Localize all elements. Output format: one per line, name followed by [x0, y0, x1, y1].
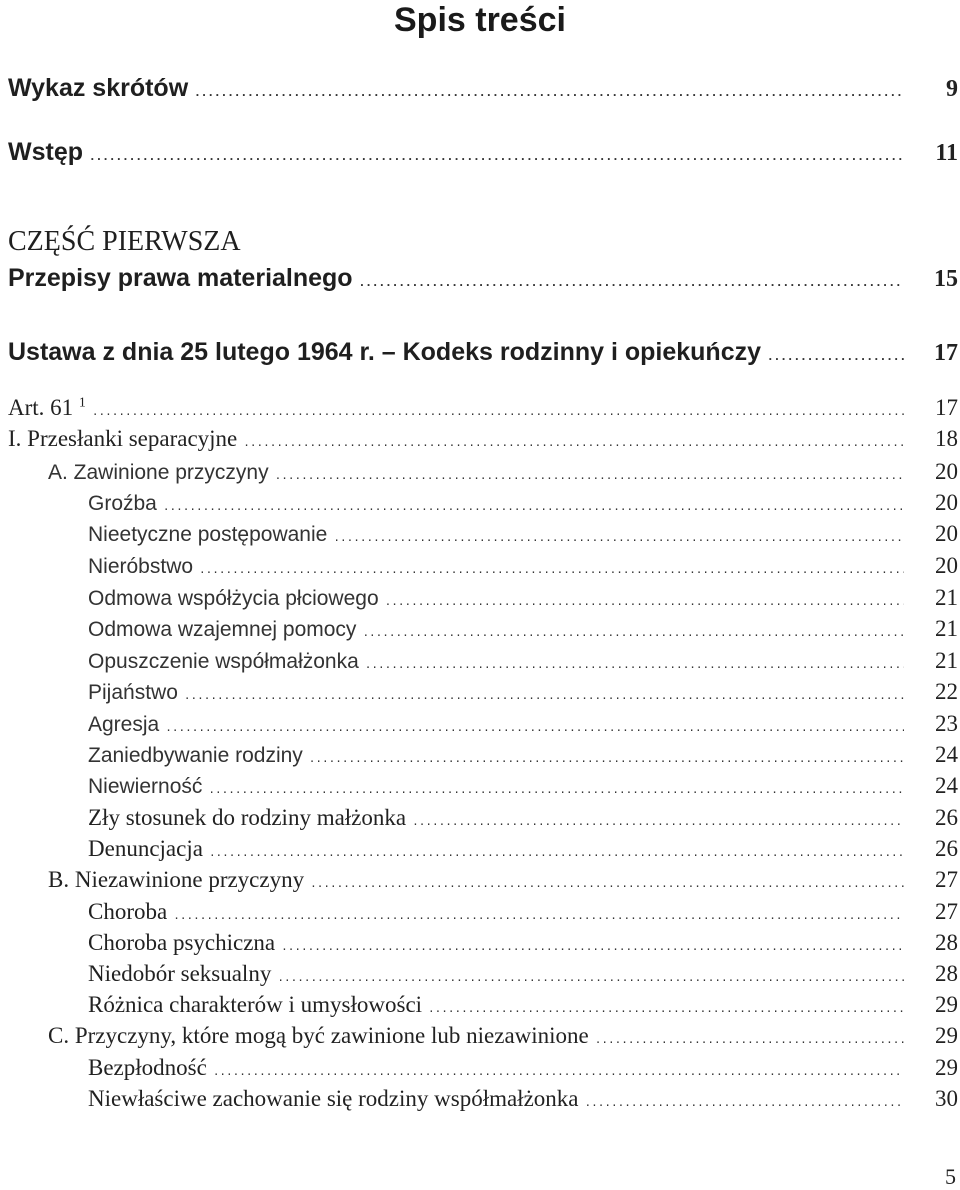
- dot-leader: [767, 350, 904, 363]
- toc-entry-page: 18: [935, 426, 958, 451]
- article-superscript: 1: [78, 394, 86, 410]
- toc-entry: [88, 992, 958, 1018]
- toc-entry-page: 20: [935, 521, 958, 546]
- toc-entry-label: Groźba: [88, 492, 157, 515]
- toc-entry-page: 29: [935, 992, 958, 1017]
- toc-entry-act: [8, 338, 958, 367]
- toc-entry-label: Różnica charakterów i umysłowości: [88, 992, 423, 1017]
- toc-entry-label: Zaniedbywanie rodziny: [88, 744, 303, 767]
- toc-entry: [88, 836, 958, 862]
- toc-entry-label: Niewierność: [88, 775, 203, 798]
- dot-leader: [89, 150, 904, 163]
- toc-entry: [88, 1055, 958, 1081]
- toc-entry-page: 20: [935, 459, 958, 484]
- toc-entry-page: 20: [935, 553, 958, 578]
- toc-entry-label: B. Niezawinione przyczyny: [48, 867, 305, 892]
- toc-entry-label: I. Przesłanki separacyjne: [8, 426, 238, 451]
- toc-entry: [88, 521, 958, 547]
- dot-leader: [359, 276, 904, 289]
- toc-entry-page: 20: [935, 490, 958, 515]
- toc-entry-page: 9: [946, 76, 958, 102]
- toc-entry-page: 27: [935, 867, 958, 892]
- dot-leader: [165, 721, 904, 734]
- toc-entry-page: 15: [934, 266, 958, 292]
- toc-entry-label: Ustawa z dnia 25 lutego 1964 r. – Kodeks rodzinny i opiekuńczy: [8, 338, 762, 366]
- toc-entry-label: Niedobór seksualny: [88, 961, 272, 986]
- toc-entry: [48, 1023, 958, 1049]
- toc-entry-label: Nieróbstwo: [88, 555, 194, 578]
- toc-entry-label: Nieetyczne postępowanie: [88, 523, 328, 546]
- toc-entry: [88, 553, 958, 579]
- toc-entry-page: 24: [935, 773, 958, 798]
- toc-entry-label: Agresja: [88, 713, 160, 736]
- article-number: Art. 61: [8, 395, 74, 420]
- toc-entry-label: Niewłaściwe zachowanie się rodziny współmałżonka: [88, 1086, 579, 1111]
- dot-leader: [208, 783, 904, 796]
- dot-leader: [362, 626, 904, 639]
- dot-leader: [275, 469, 904, 482]
- toc-entry-label: Bezpłodność: [88, 1055, 207, 1080]
- page-title: Spis treści: [394, 1, 566, 39]
- toc-entry-page: 30: [935, 1086, 958, 1111]
- toc-entry-page: 29: [935, 1023, 958, 1048]
- toc-entry-label: Przepisy prawa materialnego: [8, 264, 353, 292]
- dot-leader: [213, 1065, 904, 1078]
- toc-entry-page: 21: [935, 585, 958, 610]
- toc-entry: [88, 773, 958, 799]
- toc-entry-page: 28: [935, 961, 958, 986]
- toc-entry-part-subtitle: [8, 264, 958, 293]
- toc-entry-label: A. Zawinione przyczyny: [48, 461, 269, 484]
- toc-entry-article: [8, 395, 958, 421]
- toc-entry: [88, 585, 958, 611]
- dot-leader: [585, 1096, 905, 1109]
- toc-entry-page: 17: [934, 340, 958, 366]
- dot-leader: [173, 909, 904, 922]
- dot-leader: [595, 1033, 904, 1046]
- toc-entry: [88, 490, 958, 516]
- dot-leader: [385, 595, 904, 608]
- toc-entry: [88, 1086, 958, 1112]
- toc-entry-page: 26: [935, 805, 958, 830]
- dot-leader: [281, 940, 904, 953]
- toc-entry-label: Wykaz skrótów: [8, 74, 189, 102]
- dot-leader: [277, 971, 904, 984]
- toc-entry-label: Choroba psychiczna: [88, 930, 276, 955]
- dot-leader: [243, 436, 904, 449]
- toc-entry-label: Opuszczenie współmałżonka: [88, 650, 359, 673]
- toc-entry-introduction: [8, 138, 958, 167]
- toc-entry-label: Pijaństwo: [88, 681, 178, 704]
- toc-entry-page: 24: [935, 742, 958, 767]
- toc-entry: [88, 742, 958, 768]
- dot-leader: [92, 405, 904, 418]
- dot-leader: [428, 1002, 904, 1015]
- toc-entry: [88, 616, 958, 642]
- dot-leader: [184, 689, 904, 702]
- toc-entry-label: Odmowa współżycia płciowego: [88, 587, 379, 610]
- toc-entry-label: Choroba: [88, 899, 168, 924]
- toc-entry: [48, 459, 958, 485]
- dot-leader: [309, 752, 904, 765]
- toc-entry-page: 21: [935, 648, 958, 673]
- toc-entry-label: C. Przyczyny, które mogą być zawinione lub niezawinione: [48, 1023, 589, 1048]
- part-heading: CZĘŚĆ PIERWSZA: [8, 226, 241, 257]
- toc-entry-page: 29: [935, 1055, 958, 1080]
- toc-entry-page: 26: [935, 836, 958, 861]
- dot-leader: [310, 877, 904, 890]
- toc-entry: [88, 648, 958, 674]
- dot-leader: [163, 500, 904, 513]
- toc-entry: [88, 711, 958, 737]
- dot-leader: [333, 531, 904, 544]
- toc-entry: [88, 930, 958, 956]
- toc-entry: [88, 961, 958, 987]
- toc-entry-page: 17: [935, 395, 958, 420]
- toc-entry-page: 28: [935, 930, 958, 955]
- toc-entry-abbreviations: [8, 74, 958, 103]
- toc-entry: [8, 426, 958, 452]
- toc-entry-label: Zły stosunek do rodziny małżonka: [88, 805, 407, 830]
- toc-entry: [88, 805, 958, 831]
- page-number: 5: [945, 1164, 956, 1189]
- toc-entry-page: 23: [935, 711, 958, 736]
- dot-leader: [209, 846, 904, 859]
- toc-entry-page: 11: [935, 140, 958, 166]
- toc-entry-label: Wstęp: [8, 138, 83, 166]
- toc-entry-label: [8, 395, 86, 421]
- toc-entry: [88, 679, 958, 705]
- dot-leader: [365, 658, 904, 671]
- toc-entry-page: 21: [935, 616, 958, 641]
- toc-entry-label: Odmowa wzajemnej pomocy: [88, 618, 357, 641]
- dot-leader: [412, 815, 904, 828]
- toc-entry-page: 22: [935, 679, 958, 704]
- dot-leader: [199, 563, 904, 576]
- toc-entry-page: 27: [935, 899, 958, 924]
- toc-entry: [48, 867, 958, 893]
- dot-leader: [194, 86, 904, 99]
- toc-entry: [88, 899, 958, 925]
- toc-entry-label: Denuncjacja: [88, 836, 203, 861]
